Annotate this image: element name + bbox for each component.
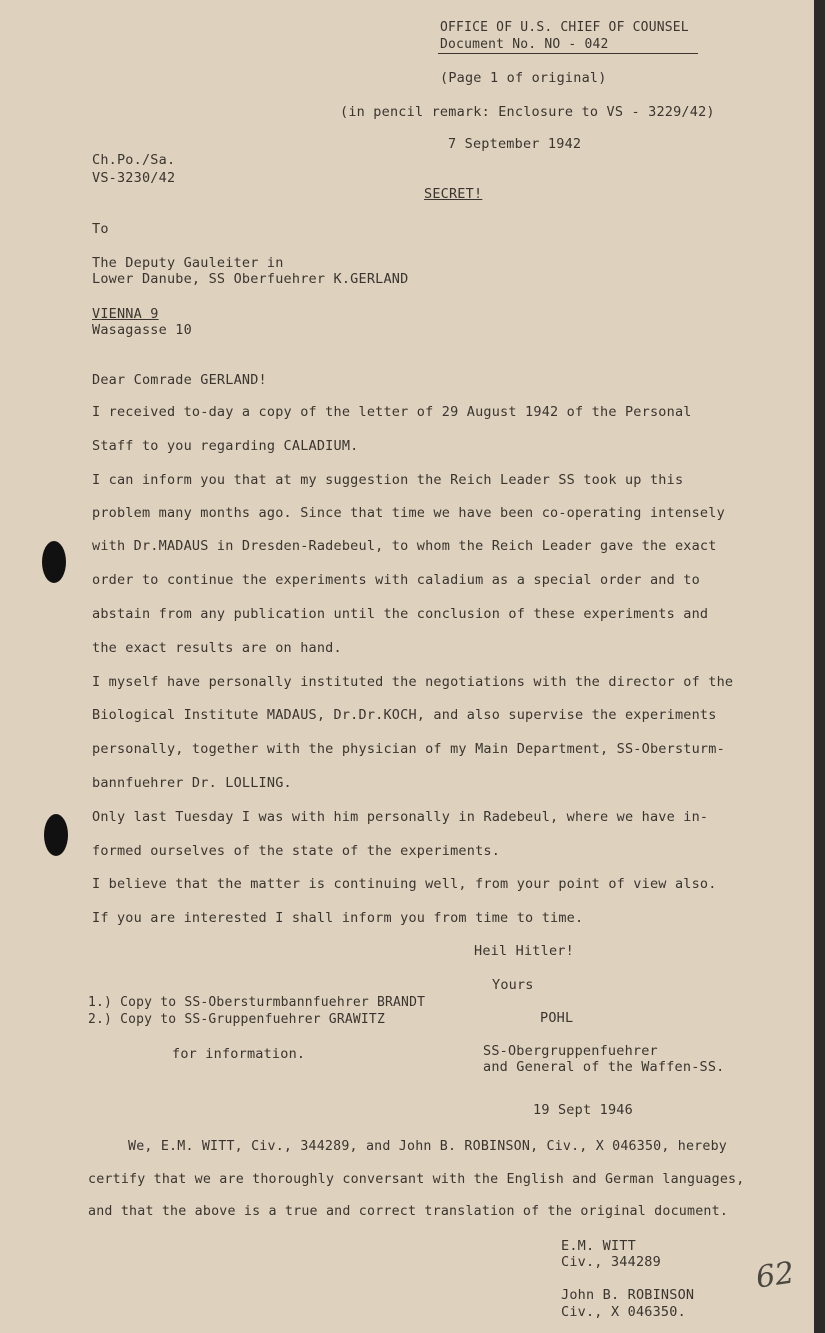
body-line: with Dr.MADAUS in Dresden-Radebeul, to whom the Reich Leader gave the exact: [92, 538, 717, 554]
closing-greeting: Heil Hitler!: [474, 943, 574, 959]
handwritten-page-number: 62: [753, 1255, 797, 1296]
address-city: VIENNA 9: [92, 306, 159, 322]
body-line: I received to-day a copy of the letter of 29 August 1942 of the Personal: [92, 404, 692, 420]
reference-line-2: VS-3230/42: [92, 170, 176, 186]
body-line: problem many months ago. Since that time we have been co-operating intensely: [92, 505, 725, 521]
scan-edge-right: [814, 0, 825, 1333]
body-line: If you are interested I shall inform you from time to time.: [92, 910, 584, 926]
translator-2-name: John B. ROBINSON: [561, 1287, 695, 1303]
signer-title-1: SS-Obergruppenfuehrer: [483, 1043, 658, 1059]
translator-1-id: Civ., 344289: [561, 1254, 661, 1270]
certification-line-2: certify that we are thoroughly conversant with the English and German languages,: [88, 1172, 745, 1187]
certification-date: 19 Sept 1946: [533, 1102, 633, 1118]
body-line: I myself have personally instituted the negotiations with the director of the: [92, 674, 734, 690]
signer-name: POHL: [540, 1010, 574, 1026]
body-line: bannfuehrer Dr. LOLLING.: [92, 775, 292, 791]
letter-date: 7 September 1942: [448, 136, 582, 152]
body-line: I believe that the matter is continuing well, from your point of view also.: [92, 876, 717, 892]
translator-2-id: Civ., X 046350.: [561, 1304, 686, 1320]
body-line: Only last Tuesday I was with him personally in Radebeul, where we have in-: [92, 809, 709, 825]
body-line: Staff to you regarding CALADIUM.: [92, 438, 359, 454]
header-rule: [438, 53, 698, 54]
copy-line-2: 2.) Copy to SS-Gruppenfuehrer GRAWITZ: [88, 1012, 385, 1027]
page-note: (Page 1 of original): [440, 70, 607, 86]
body-line: abstain from any publication until the conclusion of these experiments and: [92, 606, 709, 622]
punch-hole-top: [42, 541, 66, 583]
reference-line-1: Ch.Po./Sa.: [92, 152, 176, 168]
document-number: Document No. NO - 042: [440, 37, 609, 52]
for-information: for information.: [172, 1046, 306, 1062]
to-label: To: [92, 221, 109, 237]
translator-1-name: E.M. WITT: [561, 1238, 636, 1254]
office-heading: OFFICE OF U.S. CHIEF OF COUNSEL: [440, 20, 689, 35]
address-line-1: The Deputy Gauleiter in: [92, 255, 284, 271]
body-line: the exact results are on hand.: [92, 640, 342, 656]
signer-title-2: and General of the Waffen-SS.: [483, 1059, 725, 1075]
body-line: I can inform you that at my suggestion the Reich Leader SS took up this: [92, 472, 684, 488]
body-line: personally, together with the physician of my Main Department, SS-Obersturm-: [92, 741, 725, 757]
salutation: Dear Comrade GERLAND!: [92, 372, 267, 388]
closing-yours: Yours: [492, 977, 534, 993]
classification-label: SECRET!: [424, 186, 483, 202]
punch-hole-bottom: [44, 814, 68, 856]
body-line: order to continue the experiments with caladium as a special order and to: [92, 572, 700, 588]
body-line: Biological Institute MADAUS, Dr.Dr.KOCH, and also supervise the experiments: [92, 707, 717, 723]
body-line: formed ourselves of the state of the experiments.: [92, 843, 501, 859]
pencil-remark: (in pencil remark: Enclosure to VS - 3229/42): [340, 104, 715, 120]
certification-line-1: We, E.M. WITT, Civ., 344289, and John B. ROBINSON, Civ., X 046350, hereby: [128, 1139, 727, 1154]
copy-line-1: 1.) Copy to SS-Obersturmbannfuehrer BRANDT: [88, 995, 426, 1010]
address-line-2: Lower Danube, SS Oberfuehrer K.GERLAND: [92, 271, 409, 287]
certification-line-3: and that the above is a true and correct translation of the original document.: [88, 1204, 729, 1219]
address-street: Wasagasse 10: [92, 322, 192, 338]
